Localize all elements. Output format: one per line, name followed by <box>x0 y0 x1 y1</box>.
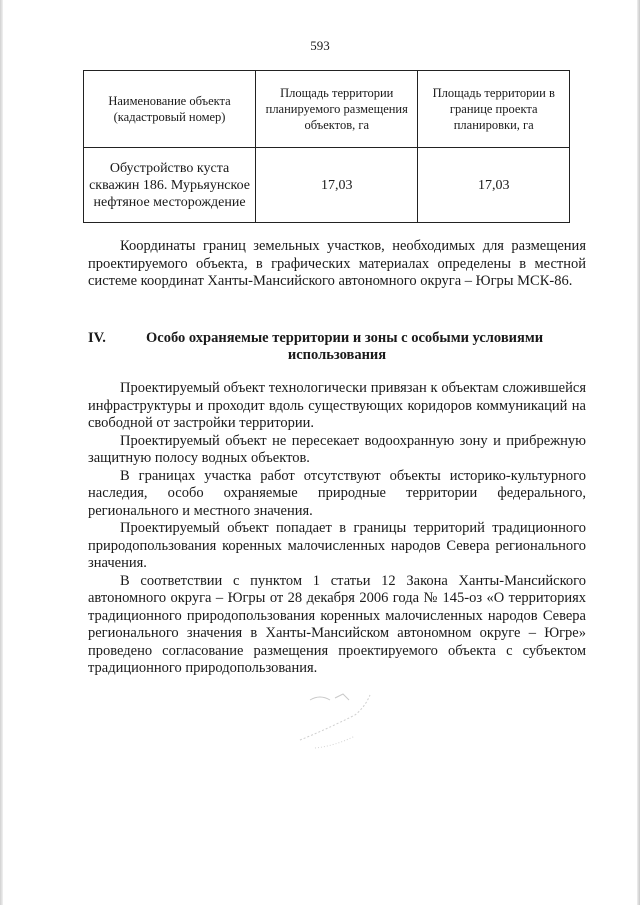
section-title-line2: использования <box>287 347 387 363</box>
table-header-row <box>84 71 570 148</box>
body-paragraph: Проектируемый объект попадает в границы территорий традиционного природопользования коренных малочисленных народов Севера регионального значения. <box>88 520 586 571</box>
header-planned-area: Площадь территории планируемого размещения объектов, га <box>256 71 418 148</box>
table-row <box>84 148 570 223</box>
page-number: 593 <box>310 38 330 53</box>
cell-object-name: Обустройство куста скважин 186. Мурьяунское нефтяное месторождение <box>84 148 256 223</box>
body-paragraph: Проектируемый объект технологически привязан к объектам сложившейся инфраструктуры и проходит вдоль существующих коридоров коммуникаций на свободной от застройки территории. <box>88 380 586 431</box>
body-paragraph: Проектируемый объект не пересекает водоохранную зону и прибрежную защитную полосу водных объектов. <box>88 432 586 466</box>
cell-project-area: 17,03 <box>418 148 570 223</box>
scan-edge-left <box>0 0 3 905</box>
body-paragraph: В соответствии с пунктом 1 статьи 12 Закона Ханты-Мансийского автономного округа – Югры от 28 декабря 2006 года № 145-оз «О территориях традиционного природопользования коренных малочисленных народов Севера регионального значения в Ханты-Мансийском автономном округе – Югре» проведено согласование размещения проектируемого объекта с субъектом традиционного природопользования. <box>88 572 586 676</box>
body-paragraph: В границах участка работ отсутствуют объекты историко-культурного наследия, особо охраняемые природные территории федерального, регионального и местного значения. <box>88 467 586 519</box>
header-project-area: Площадь территории в границе проекта планировки, га <box>418 71 570 148</box>
coordinates-text-block <box>88 238 586 291</box>
object-area-table <box>83 70 570 223</box>
section-number: IV. <box>88 330 106 346</box>
body-text-block <box>88 380 586 678</box>
section-title-line1: Особо охраняемые территории и зоны с особыми условиями <box>146 330 544 346</box>
header-object-name: Наименование объекта (кадастровый номер) <box>84 71 256 148</box>
faint-stamp-mark <box>280 670 390 760</box>
coordinates-paragraph: Координаты границ земельных участков, необходимых для размещения проектируемого объекта, в графических материалах определены в местной системе координат Ханты-Мансийского автономного округа – Югры МСК-86. <box>88 238 586 289</box>
cell-planned-area: 17,03 <box>256 148 418 223</box>
